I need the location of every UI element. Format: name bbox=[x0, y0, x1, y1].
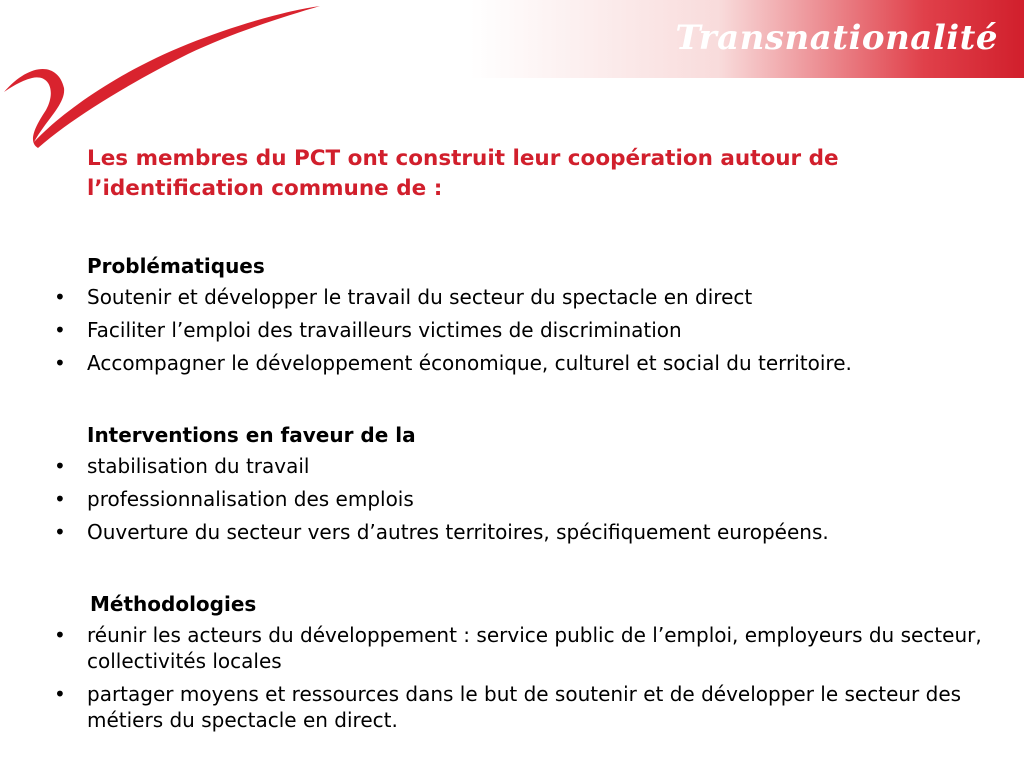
list-item-text: Faciliter l’emploi des travailleurs victimes de discrimination bbox=[87, 318, 682, 342]
bullet-icon: • bbox=[54, 623, 66, 647]
bullet-icon: • bbox=[54, 520, 66, 544]
section-heading-methodologies: Méthodologies bbox=[90, 592, 257, 616]
slide-content bbox=[46, 144, 996, 740]
list-item-text: Accompagner le développement économique, culturel et social du territoire. bbox=[87, 351, 852, 375]
bullet-icon: • bbox=[54, 454, 66, 478]
section-heading-problematiques: Problématiques bbox=[87, 254, 265, 278]
v-logo-icon bbox=[0, 0, 330, 150]
list-item-text: professionnalisation des emplois bbox=[87, 487, 414, 511]
list-item bbox=[46, 681, 996, 733]
list-item bbox=[46, 350, 996, 376]
bullet-icon: • bbox=[54, 682, 66, 706]
header-band bbox=[470, 0, 1024, 78]
bullet-icon: • bbox=[54, 318, 66, 342]
bullet-icon: • bbox=[54, 285, 66, 309]
list-item bbox=[46, 519, 996, 545]
bullet-list-methodologies bbox=[46, 622, 996, 733]
list-item bbox=[46, 317, 996, 343]
list-item bbox=[46, 622, 996, 674]
bullet-list-problematiques bbox=[46, 284, 996, 376]
bullet-icon: • bbox=[54, 487, 66, 511]
list-item-text: Soutenir et développer le travail du secteur du spectacle en direct bbox=[87, 285, 753, 309]
list-item bbox=[46, 284, 996, 310]
list-item bbox=[46, 453, 996, 479]
intro-text: Les membres du PCT ont construit leur coopération autour de l’identification commune de : bbox=[87, 146, 839, 201]
list-item bbox=[46, 486, 996, 512]
list-item-text: partager moyens et ressources dans le but de soutenir et de développer le secteur des métiers du spectacle en direct. bbox=[87, 682, 962, 732]
list-item-text: stabilisation du travail bbox=[87, 454, 310, 478]
bullet-icon: • bbox=[54, 351, 66, 375]
list-item-text: réunir les acteurs du développement : service public de l’emploi, employeurs du secteur, collectivités locales bbox=[87, 623, 982, 673]
bullet-list-interventions bbox=[46, 453, 996, 545]
list-item-text: Ouverture du secteur vers d’autres territoires, spécifiquement européens. bbox=[87, 520, 829, 544]
slide-header-title: Transnationalité bbox=[675, 18, 998, 58]
section-heading-interventions: Interventions en faveur de la bbox=[87, 423, 416, 447]
